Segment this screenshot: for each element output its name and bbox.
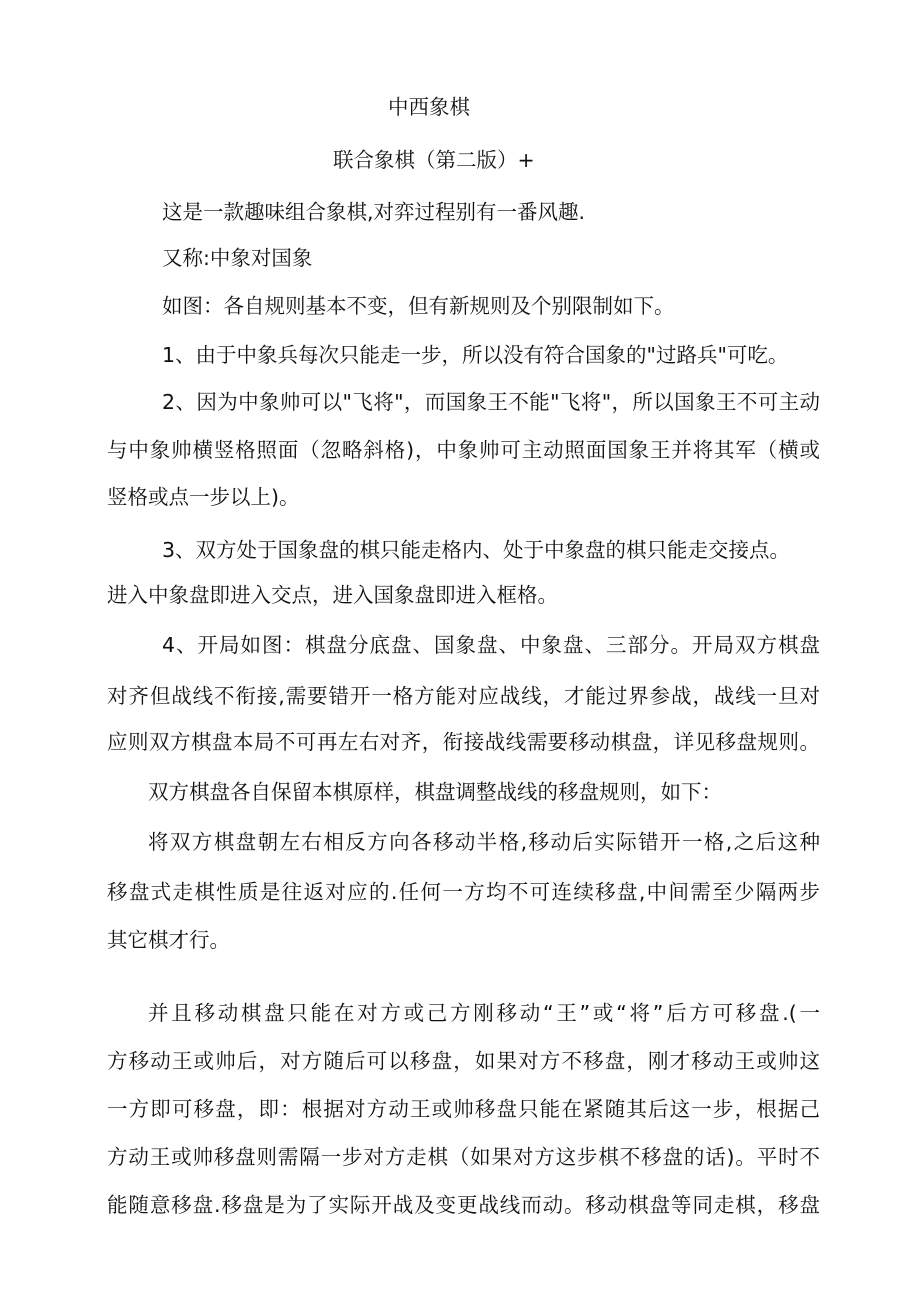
rule-4-line: 4、开局如图：棋盘分底盘、国象盘、中象盘、三部分。开局双方棋盘	[162, 633, 820, 657]
rule-3-line: 进入中象盘即进入交点，进入国象盘即进入框格。	[107, 583, 558, 607]
move-rule-2-line: 一方即可移盘，即：根据对方动王或帅移盘只能在紧随其后这一步，根据己	[107, 1097, 820, 1121]
rule-2-line: 与中象帅横竖格照面（忽略斜格)，中象帅可主动照面国象王并将其军（横或	[107, 438, 820, 462]
rules-intro-paragraph: 如图：各自规则基本不变，但有新规则及个别限制如下。	[162, 294, 675, 318]
rule-3-line: 3、双方处于国象盘的棋只能走格内、处于中象盘的棋只能走交接点。	[162, 538, 791, 562]
document-subtitle: 联合象棋（第二版）+	[333, 148, 535, 172]
rule-2-line: 2、因为中象帅可以"飞将"，而国象王不能"飞将"，所以国象王不可主动	[162, 390, 820, 414]
move-rule-1-line: 移盘式走棋性质是往返对应的.任何一方均不可连续移盘,中间需至少隔两步	[107, 880, 820, 904]
rule-4-line: 对齐但战线不衔接,需要错开一格方能对应战线，才能过界参战，战线一旦对	[107, 684, 820, 708]
rule-4-line: 应则双方棋盘本局不可再左右对齐，衔接战线需要移动棋盘，详见移盘规则。	[107, 730, 820, 754]
rule-1-paragraph: 1、由于中象兵每次只能走一步，所以没有符合国象的"过路兵"可吃。	[162, 343, 789, 367]
move-rule-1-line: 将双方棋盘朝左右相反方向各移动半格,移动后实际错开一格,之后这种	[148, 830, 820, 854]
move-rule-2-line: 方移动王或帅后，对方随后可以移盘，如果对方不移盘，刚才移动王或帅这	[107, 1049, 820, 1073]
move-rule-1-line: 其它棋才行。	[107, 928, 230, 952]
move-rule-2-line: 方动王或帅移盘则需隔一步对方走棋（如果对方这步棋不移盘的话)。平时不	[107, 1145, 820, 1169]
move-rule-intro-paragraph: 双方棋盘各自保留本棋原样，棋盘调整战线的移盘规则，如下：	[148, 780, 722, 804]
alias-paragraph: 又称:中象对国象	[162, 246, 313, 270]
rule-2-line: 竖格或点一步以上)。	[107, 485, 300, 509]
document-title: 中西象棋	[388, 95, 470, 119]
intro-paragraph: 这是一款趣味组合象棋,对弈过程别有一番风趣.	[162, 200, 586, 224]
move-rule-2-line: 能随意移盘.移盘是为了实际开战及变更战线而动。移动棋盘等同走棋，移盘	[107, 1193, 820, 1217]
move-rule-2-line: 并且移动棋盘只能在对方或己方刚移动“王”或“将”后方可移盘.(一	[148, 1001, 820, 1025]
